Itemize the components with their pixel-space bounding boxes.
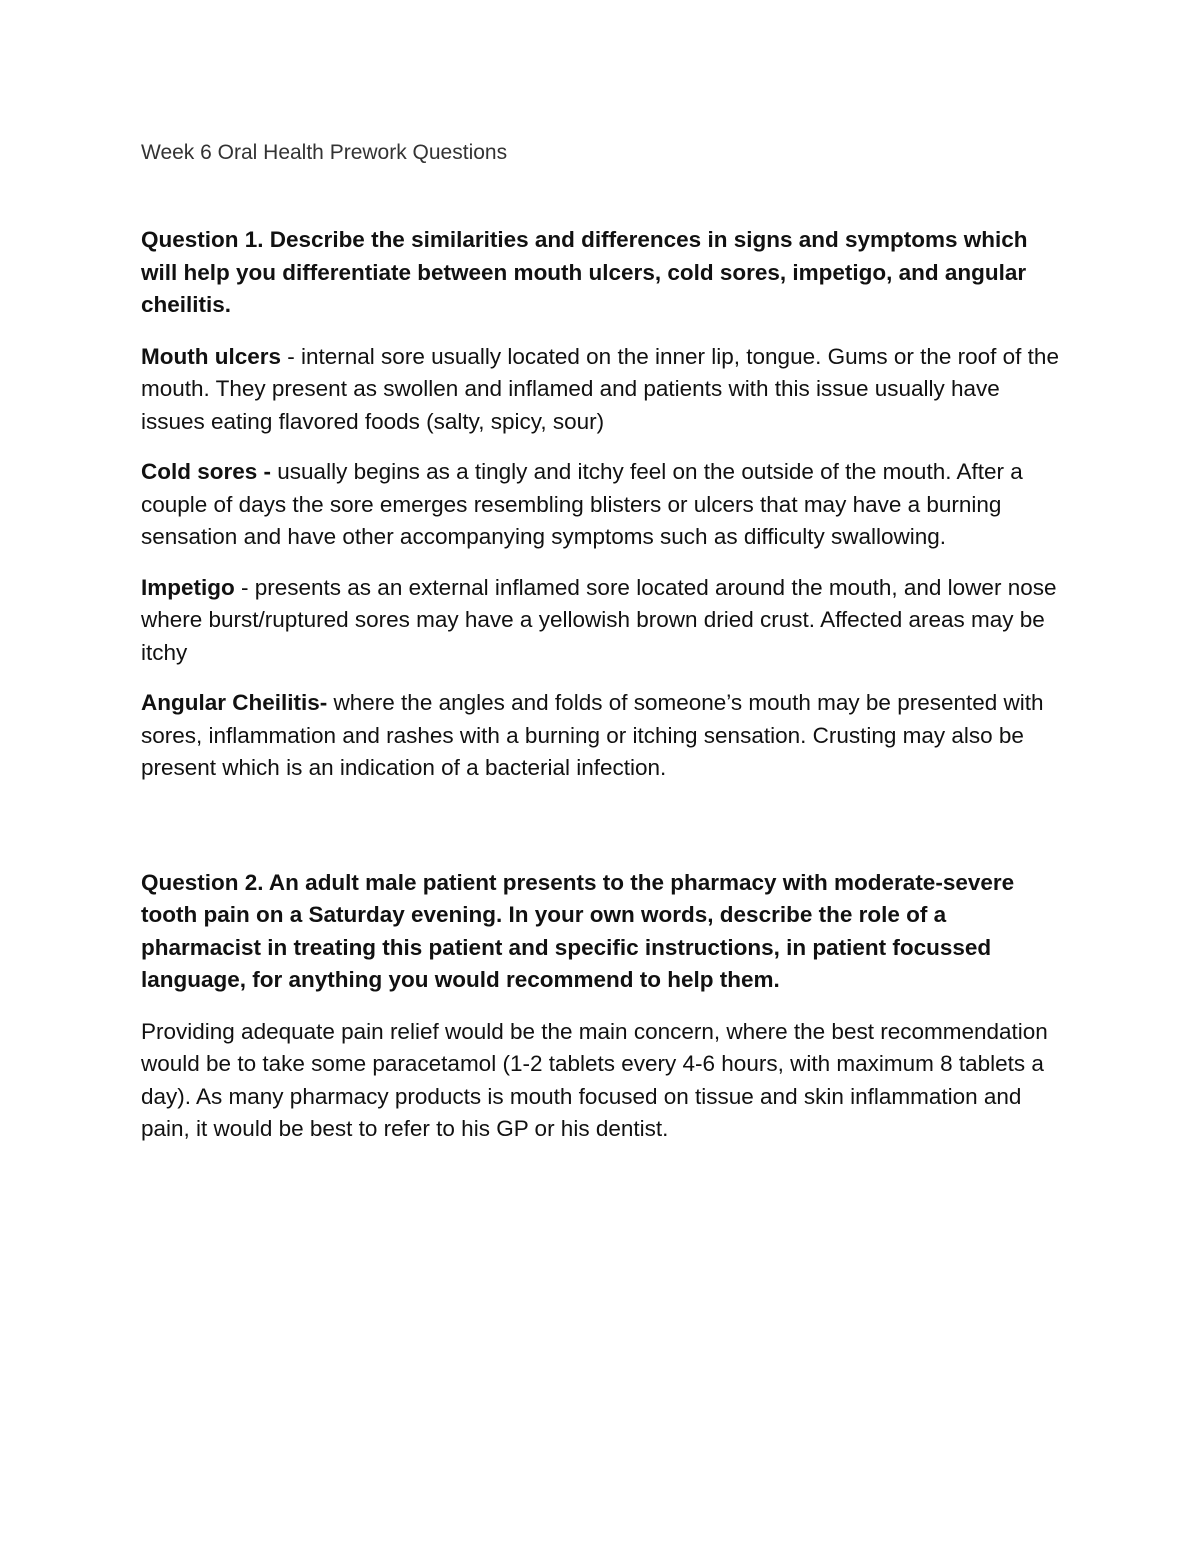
document-body: [141, 138, 1061, 1164]
term-mouth-ulcers: Mouth ulcers: [141, 343, 282, 369]
question-2-heading: Question 2. An adult male patient presents to the pharmacy with moderate-severe tooth pain on a Saturday evening. In your own words, describe the role of a pharmacist in treating this patient and specific instructions, in patient focussed language, for anything you would recommend to help them.: [141, 869, 1015, 992]
text-angular-cheilitis: where the angles and folds of someone’s mouth may be presented with sores, inflammation and rashes with a burning or itching sensation. Crusting may also be present which is an indication of a bacterial infection.: [141, 690, 1044, 780]
answer-question-2: Providing adequate pain relief would be the main concern, where the best recommendation would be to take some paracetamol (1-2 tablets every 4-6 hours, with maximum 8 tablets a day). As many pharmacy products is mouth focused on tissue and skin inflammation and pain, it would be best to refer to his GP or his dentist.: [141, 1018, 1048, 1141]
document-title: Week 6 Oral Health Prework Questions: [141, 141, 508, 164]
question-1-heading: Question 1. Describe the similarities and differences in signs and symptoms which will help you differentiate between mouth ulcers, cold sores, impetigo, and angular cheilitis.: [141, 227, 1028, 317]
answer-impetigo: [141, 572, 1061, 670]
text-cold-sores: usually begins as a tingly and itchy feel on the outside of the mouth. After a couple of days the sore emerges resembling blisters or ulcers that may have a burning sensation and have other accompanying symptoms such as difficulty swallowing.: [141, 459, 1023, 549]
answer-angular-cheilitis: [141, 687, 1061, 785]
term-impetigo: Impetigo: [141, 574, 235, 600]
text-impetigo: - presents as an external inflamed sore located around the mouth, and lower nose where burst/ruptured sores may have a yellowish brown dried crust. Affected areas may be itchy: [141, 574, 1057, 665]
text-mouth-ulcers: - internal sore usually located on the inner lip, tongue. Gums or the roof of the mouth. They present as swollen and inflamed and patients with this issue usually have issues eating flavored foods (salty, spicy, sour): [141, 343, 1059, 434]
answer-cold-sores: [141, 456, 1061, 554]
term-cold-sores: Cold sores -: [141, 459, 272, 484]
term-angular-cheilitis: Angular Cheilitis-: [141, 690, 328, 715]
answer-mouth-ulcers: [141, 341, 1061, 439]
